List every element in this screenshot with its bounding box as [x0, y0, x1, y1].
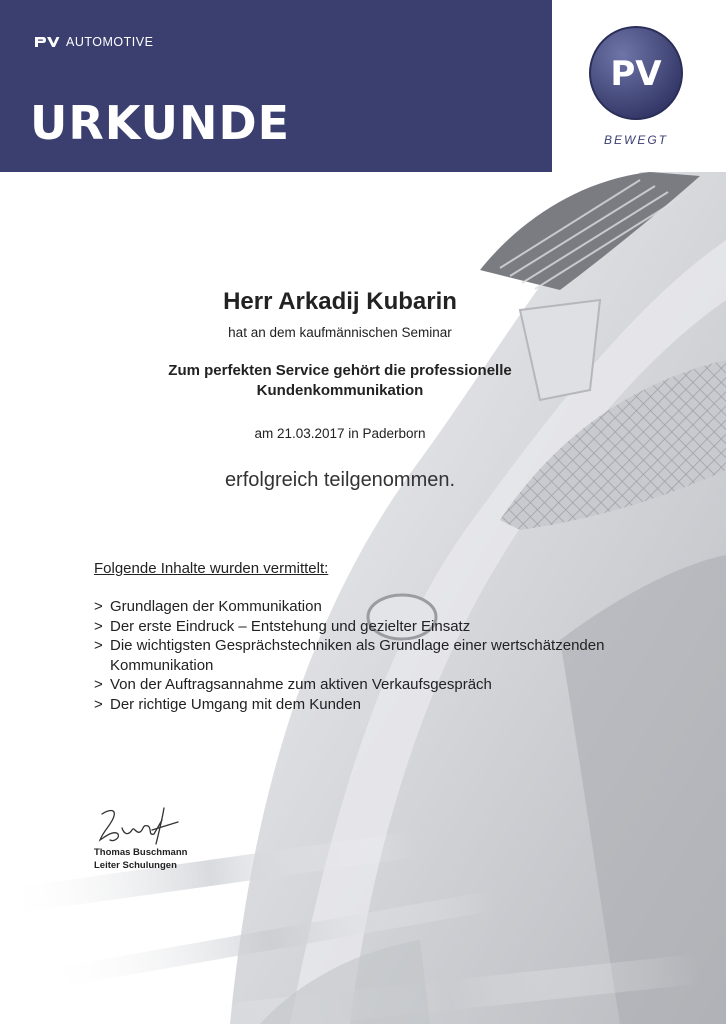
- contents-heading: Folgende Inhalte wurden vermittelt:: [94, 560, 329, 577]
- pv-brand-mark-icon: [34, 36, 60, 48]
- logo-tagline: BEWEGT: [603, 133, 668, 147]
- list-marker: >: [94, 637, 103, 654]
- list-item-text: Die wichtigsten Gesprächstechniken als Grundlage einer wertschätzenden Kommunikation: [110, 637, 605, 674]
- date-place: am 21.03.2017 in Paderborn: [254, 426, 426, 441]
- signature-image: [92, 800, 192, 848]
- logo-letters: PV: [610, 54, 662, 94]
- pv-logo-icon: [588, 25, 684, 121]
- recipient-name: Herr Arkadij Kubarin: [223, 288, 457, 315]
- list-item: [94, 636, 694, 675]
- list-item: [94, 675, 694, 695]
- result-text: erfolgreich teilgenommen.: [224, 469, 456, 491]
- seminar-title-line: Kundenkommunikation: [256, 382, 424, 399]
- list-item-text: Von der Auftragsannahme zum aktiven Verkaufsgespräch: [110, 676, 492, 693]
- signatory-name: Thomas Buschmann: [94, 847, 188, 858]
- signatory-role: Leiter Schulungen: [94, 860, 177, 871]
- list-item: [94, 695, 694, 715]
- list-marker: >: [94, 617, 103, 635]
- page-title: URKUNDE: [30, 96, 291, 150]
- list-marker: >: [94, 695, 103, 713]
- seminar-title-line: Zum perfekten Service gehört die professionelle: [168, 362, 512, 379]
- contents-list: [94, 597, 694, 714]
- list-item-text: Grundlagen der Kommunikation: [110, 598, 322, 615]
- list-item-text: Der richtige Umgang mit dem Kunden: [110, 695, 361, 713]
- header-band: [0, 0, 552, 172]
- list-item: [94, 617, 694, 637]
- list-item: [94, 597, 694, 617]
- list-item-text: Der erste Eindruck – Entstehung und gezielter Einsatz: [110, 617, 471, 635]
- list-marker: >: [94, 676, 103, 693]
- seminar-title: [0, 361, 680, 401]
- brand-label: [34, 35, 153, 49]
- intro-text: hat an dem kaufmännischen Seminar: [228, 325, 452, 340]
- list-marker: >: [94, 598, 103, 615]
- brand-text: AUTOMOTIVE: [66, 35, 154, 49]
